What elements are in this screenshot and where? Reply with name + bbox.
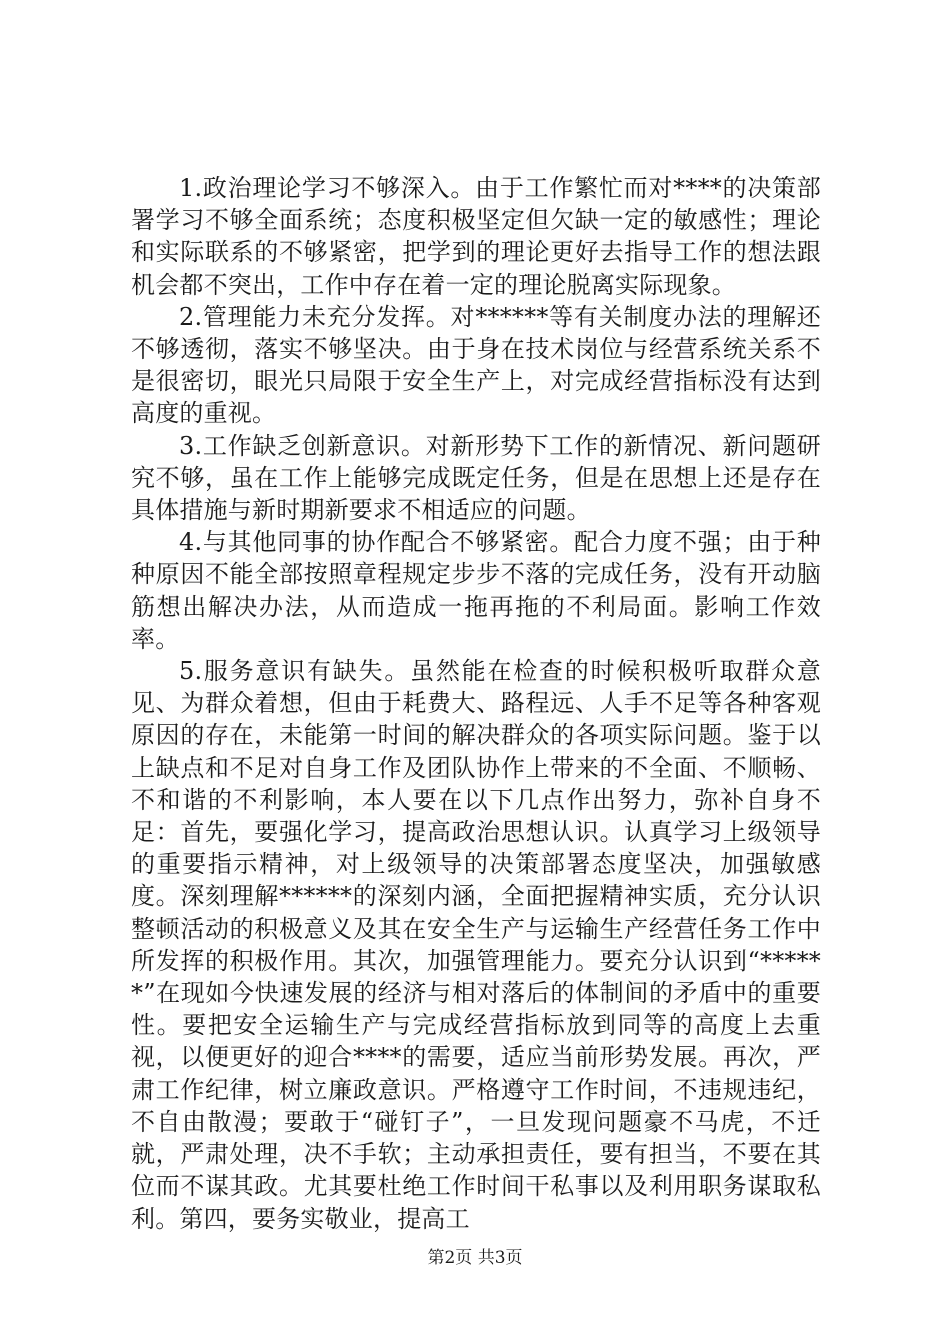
document-body <box>131 172 821 1235</box>
paragraph-4: 4.与其他同事的协作配合不够紧密。配合力度不强；由于种种原因不能全部按照章程规定步步不落的完成任务，没有开动脑筋想出解决办法，从而造成一拖再拖的不利局面。影响工作效率。 <box>131 528 821 653</box>
paragraph-3: 3.工作缺乏创新意识。对新形势下工作的新情况、新问题研究不够，虽在工作上能够完成既定任务，但是在思想上还是存在具体措施与新时期新要求不相适应的问题。 <box>131 431 821 525</box>
page-number-footer: 第2页 共3页 <box>427 1248 523 1268</box>
paragraph-5: 5.服务意识有缺失。虽然能在检查的时候积极听取群众意见、为群众着想，但由于耗费大、路程远、人手不足等各种客观原因的存在，未能第一时间的解决群众的各项实际问题。鉴于以上缺点和不足对自身工作及团队协作上带来的不全面、不顺畅、不和谐的不利影响，本人要在以下几点作出努力，弥补自身不足：首先，要强化学习，提高政治思想认识。认真学习上级领导的重要指示精神，对上级领导的决策部署态度坚决，加强敏感度。深刻理解******的深刻内涵，全面把握精神实质，充分认识整顿活动的积极意义及其在安全生产与运输生产经营任务工作中所发挥的积极作用。其次，加强管理能力。要充分认识到“******”在现如今快速发展的经济与相对落后的体制间的矛盾中的重要性。要把安全运输生产与完成经营指标放到同等的高度上去重视，以便更好的迎合****的需要，适应当前形势发展。再次，严肃工作纪律，树立廉政意识。严格遵守工作时间，不违规违纪，不自由散漫；要敢于“碰钉子”，一旦发现问题豪不马虎，不迁就，严肃处理，决不手软；主动承担责任，要有担当，不要在其位而不谋其政。尤其要杜绝工作时间干私事以及利用职务谋取私利。第四，要务实敬业，提高工 <box>131 657 821 1233</box>
paragraph-1: 1.政治理论学习不够深入。由于工作繁忙而对****的决策部署学习不够全面系统；态度积极坚定但欠缺一定的敏感性；理论和实际联系的不够紧密，把学到的理论更好去指导工作的想法跟机会都不突出，工作中存在着一定的理论脱离实际现象。 <box>131 174 821 299</box>
paragraph-2: 2.管理能力未充分发挥。对******等有关制度办法的理解还不够透彻，落实不够坚决。由于身在技术岗位与经营系统关系不是很密切，眼光只局限于安全生产上，对完成经营指标没有达到高度的重视。 <box>131 302 821 428</box>
